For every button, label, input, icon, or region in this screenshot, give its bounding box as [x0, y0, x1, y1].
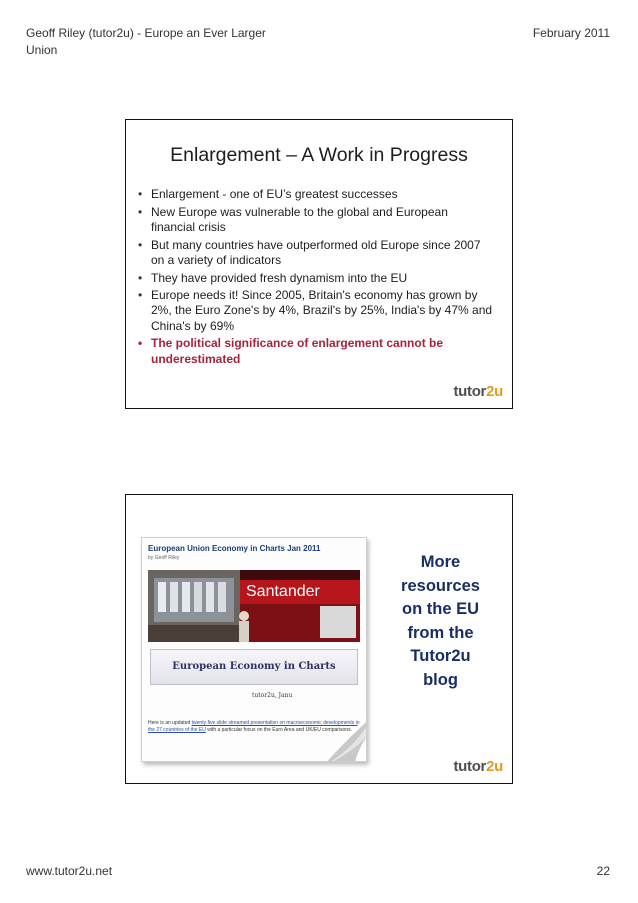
- logo-text: tutor: [453, 383, 487, 400]
- footer-url[interactable]: www.tutor2u.net: [26, 864, 113, 878]
- page-number: 22: [596, 864, 610, 878]
- more-line: blog: [423, 670, 458, 689]
- bullet-item: • Europe needs it! Since 2005, Britain's economy has grown by 2%, the Euro Zone's by 4%, Brazil's by 25%, India's by 47% and China's by 69%: [138, 288, 493, 334]
- description-text: with a particular focus on the Euro Area and UK/EU comparisons.: [205, 727, 352, 733]
- slide-title: Enlargement – A Work in Progress: [170, 144, 468, 166]
- more-resources-text: [388, 551, 493, 692]
- page-curl-icon: [316, 711, 367, 762]
- logo-accent-text: 2u: [486, 758, 503, 775]
- photo-sign-text: Santander: [246, 583, 320, 600]
- header-title: Geoff Riley (tutor2u) - Europe an Ever Larger Union: [26, 26, 266, 57]
- presentation-banner-title: European Economy in Charts: [172, 661, 336, 672]
- blog-screenshot: [141, 537, 367, 762]
- logo-text: tutor: [453, 758, 487, 775]
- tutor2u-logo: [453, 758, 503, 775]
- presentation-banner-subtitle: tutor2u, Janu: [252, 692, 293, 699]
- blog-post-byline: by Geoff Riley: [148, 555, 180, 561]
- bullet-item: • Enlargement - one of EU’s greatest successes: [138, 187, 493, 202]
- more-line: More: [420, 553, 461, 571]
- presentation-link[interactable]: twenty five slide streamed presentation on macroeconomic developments in the 27 countries of the EU: [148, 720, 360, 733]
- more-line: resources: [401, 576, 480, 595]
- slide-enlargement: [125, 119, 513, 409]
- presentation-banner: [150, 649, 358, 685]
- header-date: February 2011: [532, 26, 610, 40]
- more-line: Tutor2u: [410, 647, 471, 665]
- bullet-item: • They have provided fresh dynamism into the EU: [138, 271, 493, 286]
- bullet-item: • New Europe was vulnerable to the global and European financial crisis: [138, 205, 493, 235]
- santander-photo: [148, 570, 360, 642]
- slide-resources: [125, 494, 513, 784]
- bullet-item: • But many countries have outperformed old Europe since 2007 on a variety of indicators: [138, 238, 493, 268]
- more-line: on the EU: [402, 600, 479, 618]
- more-line: from the: [407, 623, 474, 642]
- logo-accent-text: 2u: [486, 383, 503, 400]
- bullet-item-highlight: • The political significance of enlargement cannot be underestimated: [138, 336, 493, 366]
- blog-post-title: European Union Economy in Charts Jan 2011: [148, 544, 321, 553]
- tutor2u-logo: [453, 383, 503, 400]
- bullet-list: [138, 187, 493, 369]
- description-text: Here is an updated: [148, 720, 192, 726]
